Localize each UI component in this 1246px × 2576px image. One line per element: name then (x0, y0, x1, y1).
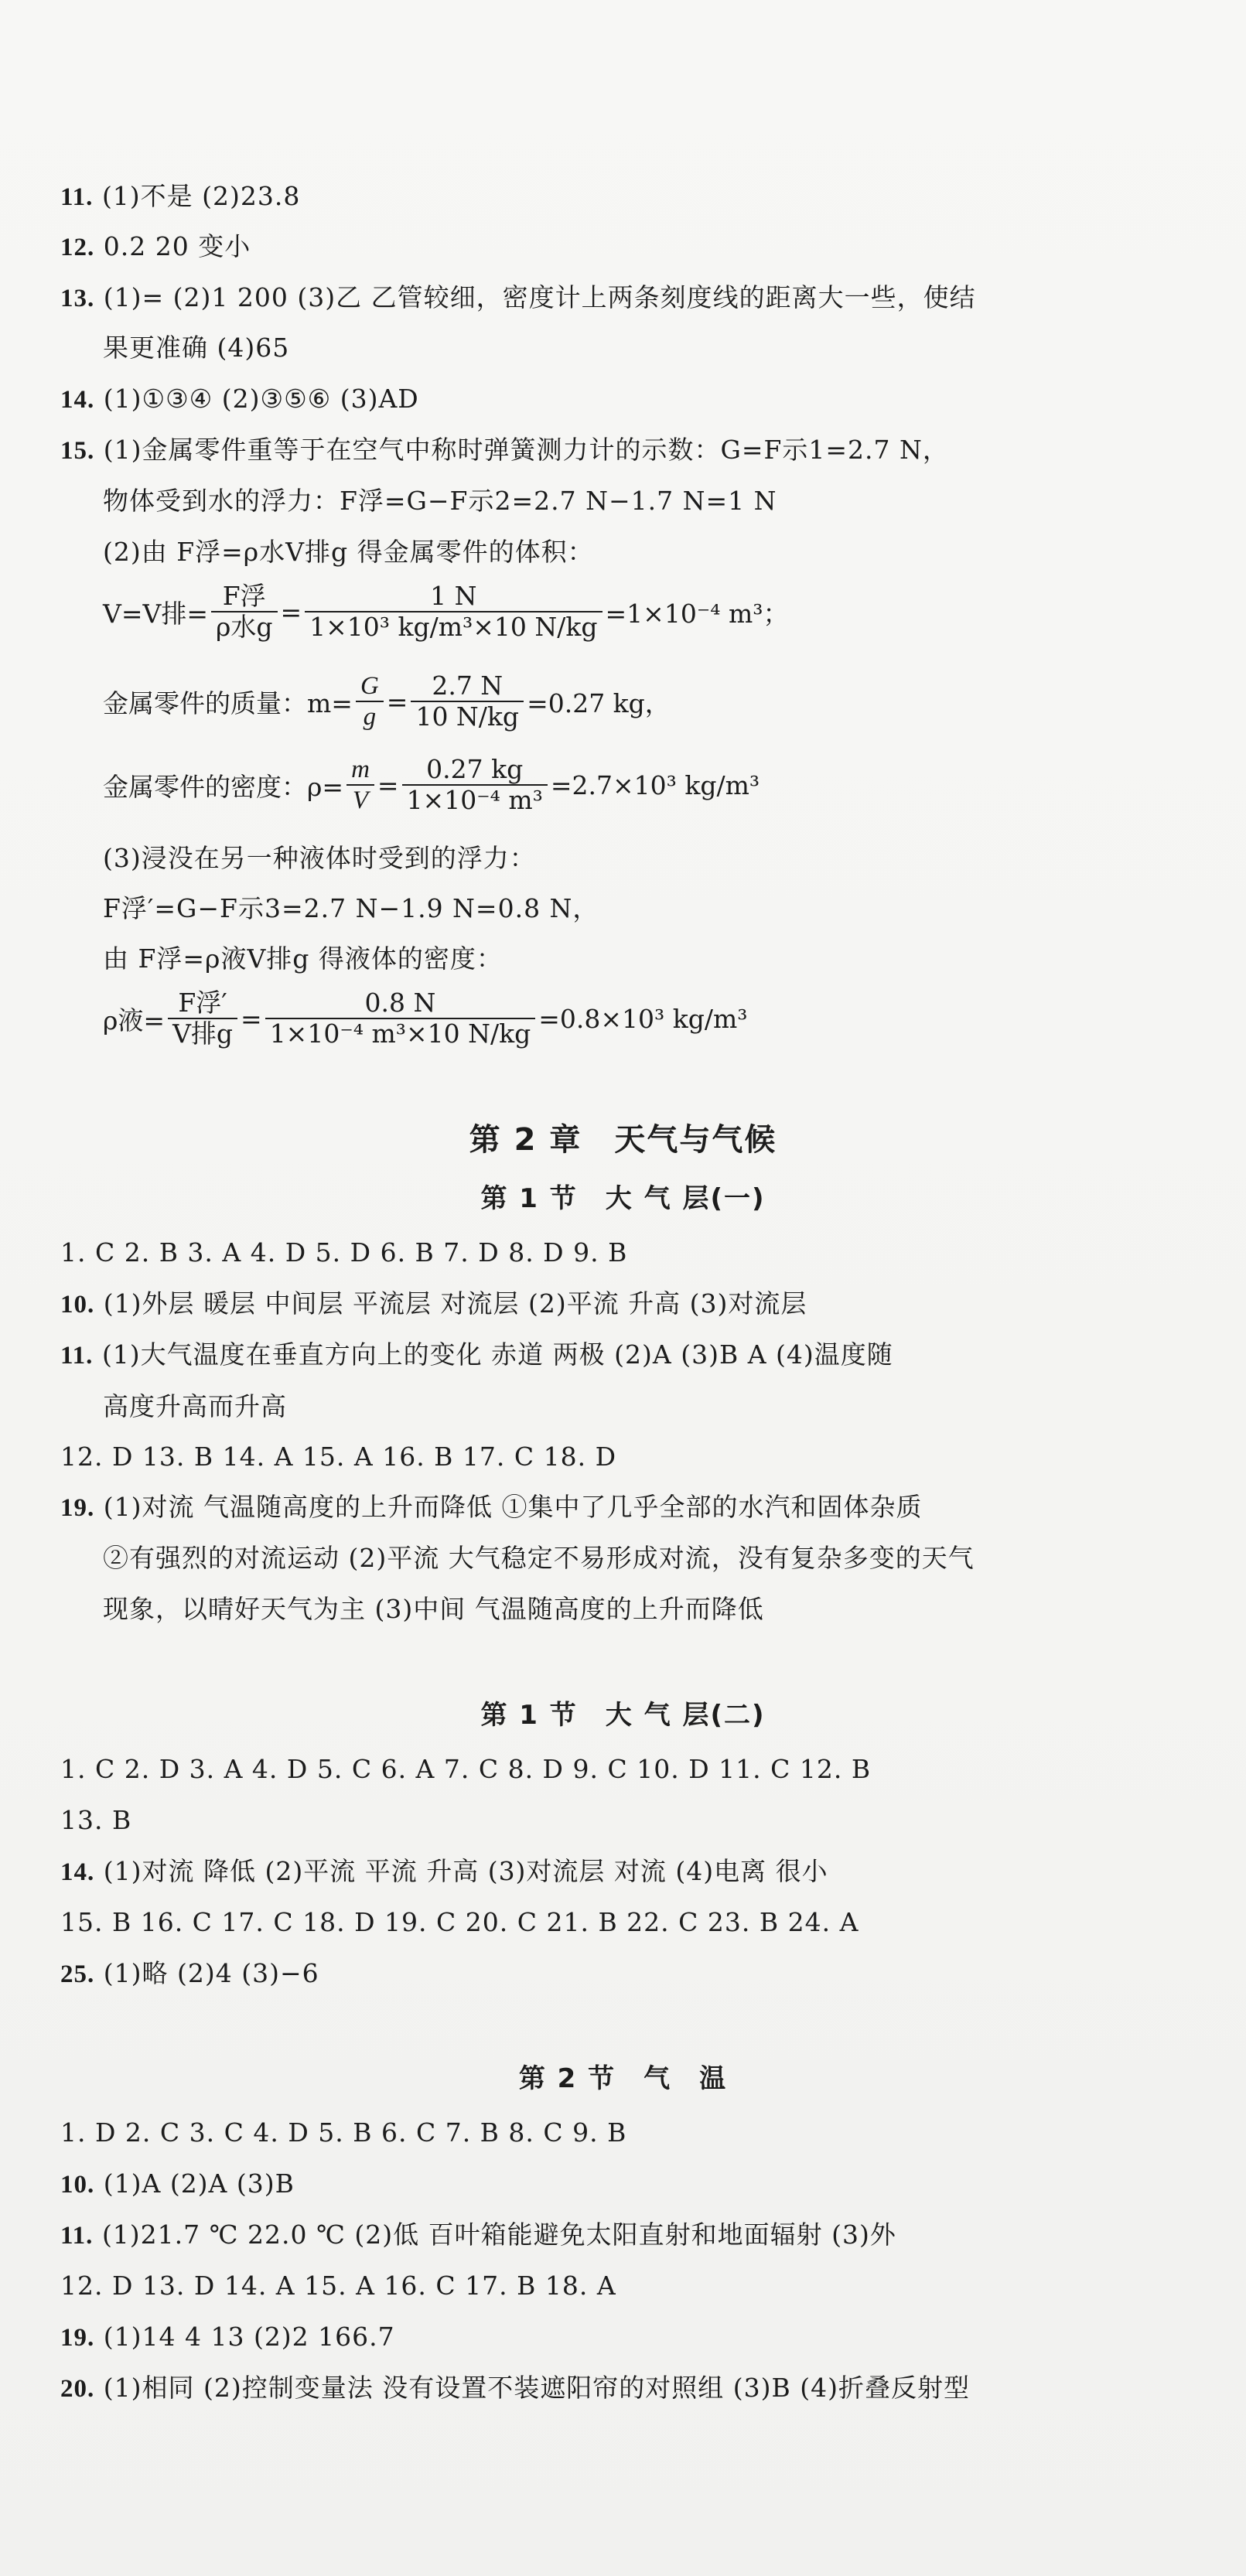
chapter-title: 第 2 章 天气与气候 (469, 1122, 777, 1158)
answer-row: 1. D 2. C 3. C 4. D 5. B 6. C 7. B 8. C 9. B (60, 2117, 627, 2148)
question-number: 20. (60, 2375, 95, 2403)
section-title: 第 1 节 大 气 层(二) (480, 1700, 766, 1731)
answer-20 (60, 2371, 970, 2406)
question-number: 11. (60, 2222, 94, 2250)
mass-equation: 金属零件的质量：m= $\frac{G}{g}$ = $\frac{2.7 N}{10 N/kg}$ =0.27 kg， (103, 670, 671, 732)
answer-19-cont: ②有强烈的对流运动 (2)平流 大气稳定不易形成对流，没有复杂多变的天气 (103, 1543, 975, 1573)
denominator: V (352, 786, 369, 814)
answer-19 (60, 1490, 922, 1525)
answer-row: 12. D 13. D 14. A 15. A 16. C 17. B 18. A (60, 2271, 616, 2301)
question-number: 12. (60, 234, 95, 261)
numerator: F浮 (211, 582, 278, 612)
answer-12 (60, 230, 251, 264)
denominator: 1×10⁻⁴ m³×10 N/kg (269, 1018, 531, 1049)
answer-15-line9: 由 F浮=ρ液V排g 得液体的密度： (103, 943, 503, 974)
section-title: 第 1 节 大 气 层(一) (480, 1183, 766, 1214)
answer-15-line3: (2)由 F浮=ρ水V排g 得金属零件的体积： (103, 537, 594, 567)
numerator: F浮′ (168, 988, 237, 1019)
answer-14 (60, 382, 419, 417)
fraction (346, 755, 374, 815)
numerator: 2.7 N (411, 671, 524, 702)
answer-text: (1)不是 (2)23.8 (101, 181, 301, 211)
answer-row: 12. D 13. B 14. A 15. A 16. B 17. C 18. D (60, 1442, 617, 1472)
answer-15-line8: F浮′=G−F示3=2.7 N−1.9 N=0.8 N， (103, 893, 599, 923)
fraction (411, 671, 524, 732)
answer-11 (60, 1338, 893, 1373)
numerator: 0.27 kg (402, 755, 548, 786)
answer-text: (1)21.7 ℃ 22.0 ℃ (2)低 百叶箱能避免太阳直射和地面辐射 (3)外 (101, 2219, 896, 2250)
answer-text: (1)外层 暖层 中间层 平流层 对流层 (2)平流 升高 (3)对流层 (103, 1288, 807, 1319)
answer-11-cont: 高度升高而升高 (103, 1391, 287, 1421)
question-number: 19. (60, 1494, 95, 1522)
question-number: 19. (60, 2324, 95, 2352)
answer-10 (60, 2167, 295, 2202)
answer-11 (60, 2218, 896, 2253)
answer-text: (1)对流 降低 (2)平流 平流 升高 (3)对流层 对流 (4)电离 很小 (103, 1856, 828, 1886)
answer-19-cont: 现象，以晴好天气为主 (3)中间 气温随高度的上升而降低 (103, 1594, 764, 1624)
answer-15-line1 (60, 433, 949, 468)
answer-row: 13. B (60, 1805, 132, 1835)
section-title: 第 2 节 气 温 (518, 2063, 728, 2094)
question-number: 15. (60, 437, 95, 465)
fraction (211, 582, 278, 642)
answer-text: (1)大气温度在垂直方向上的变化 赤道 两极 (2)A (3)B A (4)温度随 (101, 1339, 893, 1370)
question-number: 14. (60, 386, 95, 414)
answer-10 (60, 1287, 807, 1322)
denominator: ρ水g (215, 612, 273, 642)
answer-row: 1. C 2. D 3. A 4. D 5. C 6. A 7. C 8. D 9. C 10. D 11. C 12. B (60, 1754, 872, 1784)
denominator: g (363, 703, 377, 731)
question-number: 14. (60, 1858, 95, 1886)
liquid-density-equation: ρ液= $\frac{\text{F浮′}}{\text{V排g}}$ = $\frac{0.8 N}{\text{1×10⁻⁴ m³×10 N/kg}}$ =0.8×10³ kg/m³ (103, 988, 748, 1049)
answer-text: (1)金属零件重等于在空气中称时弹簧测力计的示数： (103, 435, 721, 465)
numerator: 1 N (305, 582, 602, 612)
answer-text: (1)= (2)1 200 (3)乙 乙管较细，密度计上两条刻度线的距离大一些，使结 (103, 282, 976, 312)
equation-lhs: 金属零件的质量：m= (103, 688, 353, 718)
equation-lhs: 金属零件的密度：ρ= (103, 771, 344, 802)
equation-result: =2.7×10³ kg/m³ (550, 769, 760, 800)
question-number: 10. (60, 1291, 95, 1319)
denominator: V排g (172, 1018, 234, 1049)
question-number: 11. (60, 1342, 94, 1370)
answer-text: (1)①③④ (2)③⑤⑥ (3)AD (103, 384, 419, 414)
answer-11 (60, 179, 300, 214)
answer-text: (1)相同 (2)控制变量法 没有设置不装遮阳帘的对照组 (3)B (4)折叠反射型 (103, 2373, 970, 2403)
answer-15-line2: 物体受到水的浮力：F浮=G−F示2=2.7 N−1.7 N=1 N (103, 486, 777, 516)
question-number: 25. (60, 1960, 95, 1988)
answer-text: (1)14 4 13 (2)2 166.7 (103, 2322, 395, 2352)
fraction (168, 988, 237, 1049)
fraction (402, 755, 548, 815)
equation-result: =0.27 kg， (527, 688, 671, 718)
numerator: 0.8 N (265, 988, 536, 1019)
equation-result: =0.8×10³ kg/m³ (538, 1003, 748, 1034)
answer-14 (60, 1854, 828, 1889)
denominator: 10 N/kg (415, 701, 520, 732)
denominator: 1×10³ kg/m³×10 N/kg (309, 612, 598, 642)
equation-lhs: ρ液= (103, 1005, 166, 1036)
answer-13 (60, 281, 976, 316)
answer-text: 0.2 20 变小 (103, 231, 251, 261)
answer-text: (1)略 (2)4 (3)−6 (103, 1958, 319, 1988)
answer-text: (1)A (2)A (3)B (103, 2168, 295, 2199)
question-number: 11. (60, 183, 94, 211)
equation-result: =1×10⁻⁴ m³； (605, 598, 789, 629)
fraction (305, 582, 602, 642)
question-number: 10. (60, 2171, 95, 2199)
answer-13-cont: 果更准确 (4)65 (103, 333, 290, 363)
answer-15-line7: (3)浸没在另一种液体时受到的浮力： (103, 843, 536, 873)
numerator: m (346, 755, 374, 786)
answer-row: 15. B 16. C 17. C 18. D 19. C 20. C 21. B 22. C 23. B 24. A (60, 1907, 859, 1937)
fraction (356, 671, 384, 732)
volume-equation: V=V排= $\frac{\text{F浮}}{\text{ρ水g}}$ = $\frac{1 N}{\text{1×10³ kg/m³×10 N/kg}}$ =1×10⁻⁴ m³； (103, 581, 789, 642)
answer-text: G=F示1=2.7 N， (720, 435, 949, 465)
answer-row: 1. C 2. B 3. A 4. D 5. D 6. B 7. D 8. D 9. B (60, 1237, 628, 1268)
answer-19 (60, 2320, 395, 2355)
equation-lhs: V=V排= (103, 598, 208, 629)
question-number: 13. (60, 285, 95, 312)
density-equation: 金属零件的密度：ρ= $\frac{m}{V}$ = $\frac{0.27 kg}{\text{1×10⁻⁴ m³}}$ =2.7×10³ kg/m³ (103, 754, 760, 815)
denominator: 1×10⁻⁴ m³ (406, 785, 543, 815)
fraction (265, 988, 536, 1049)
answer-text: (1)对流 气温随高度的上升而降低 ①集中了几乎全部的水汽和固体杂质 (103, 1492, 923, 1522)
answer-25 (60, 1957, 319, 1991)
numerator: G (356, 671, 384, 702)
